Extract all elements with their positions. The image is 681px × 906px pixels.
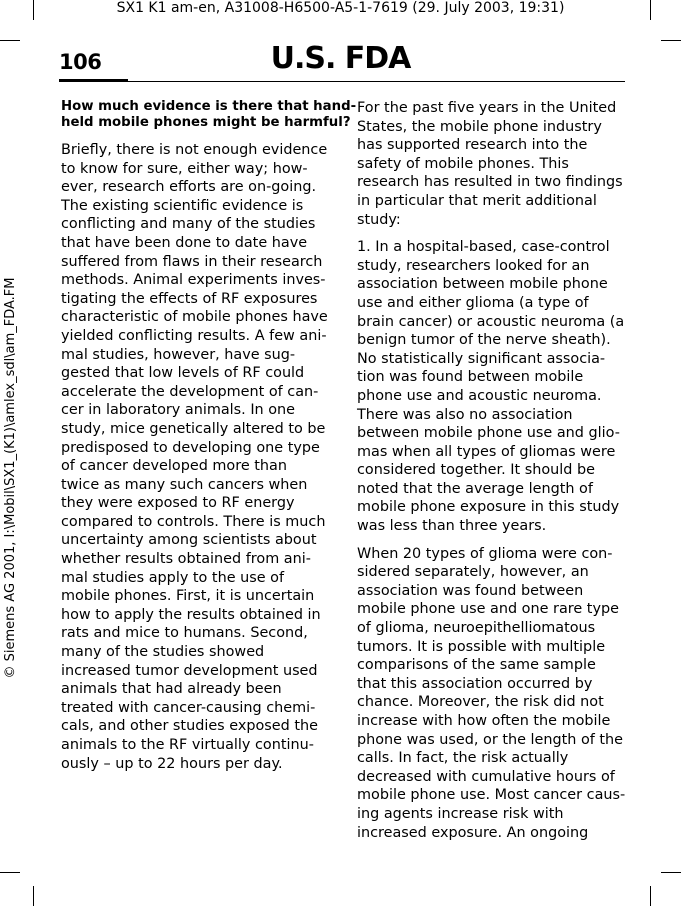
text-line: association was found between [357,582,584,599]
right-column [357,99,626,851]
text-line: how to apply the results obtained in [61,606,321,623]
text-line: of cancer developed more than [61,458,287,475]
text-line: mal studies, however, have sug- [61,346,296,363]
crop-mark [0,872,20,873]
text-line: that have been done to date have [61,234,308,251]
text-line: they were exposed to RF energy [61,495,295,512]
crop-mark [33,886,34,906]
text-line: safety of mobile phones. This [357,155,569,172]
text-line: methods. Animal experiments inves- [61,272,326,289]
text-line: of glioma, neuroepithelliomatous [357,620,596,637]
question-heading [61,99,357,131]
text-line: animals that had already been [61,681,282,698]
text-line: many of the studies showed [61,644,265,661]
text-line: between mobile phone use and glio- [357,425,620,442]
text-line: For the past five years in the United [357,100,617,116]
text-line: How much evidence is there that hand- [61,99,357,114]
text-line: characteristic of mobile phones have [61,309,328,326]
text-line: tumors. It is possible with multiple [357,638,606,655]
text-line: accelerate the development of can- [61,383,319,400]
text-line: mal studies apply to the use of [61,569,285,586]
text-line: ing agents increase risk with [357,805,564,822]
text-line: animals to the RF virtually continu- [61,737,314,753]
paragraph [357,545,626,843]
text-line: predisposed to developing one type [61,439,320,456]
page-title: U.S. FDA [270,41,411,76]
paragraph [61,141,326,773]
text-line: has supported research into the [357,137,588,154]
text-line: ously – up to 22 hours per day. [61,755,283,772]
text-line: study: [357,211,401,228]
text-line: sidered separately, however, an [357,564,589,581]
text-line: in particular that merit additional [357,192,597,209]
crop-mark [33,0,34,20]
text-line: tion was found between mobile [357,369,584,386]
crop-mark [661,872,681,873]
text-line: When 20 types of glioma were con- [357,545,613,562]
text-line: cer in laboratory animals. In one [61,402,296,419]
text-line: phone was used, or the length of the [357,731,624,748]
copyright-text: © Siemens AG 2001, I:\Mobil\SX1_(K1)\amlex_sdl\am_FDA.FM [3,277,18,679]
text-line: yielded conflicting results. A few ani- [61,327,327,344]
text-line: cals, and other studies exposed the [61,718,318,735]
paragraph [357,99,626,229]
text-line: association between mobile phone [357,276,608,293]
header-rule-thick [59,79,128,82]
text-line: uncertainty among scientists about [61,532,317,549]
text-line: 1. In a hospital-based, case-control [357,239,610,256]
text-line: compared to controls. There is much [61,513,326,530]
text-line: ever, research efforts are on-going. [61,179,317,196]
text-line: gested that low levels of RF could [61,365,305,382]
text-line: There was also no association [357,406,573,423]
text-line: brain cancer) or acoustic neuroma (a [357,313,625,330]
paragraph [357,238,626,536]
text-line: tigating the effects of RF exposures [61,290,318,307]
text-line: to know for sure, either way; how- [61,160,308,177]
text-line: increase with how often the mobile [357,713,611,729]
text-line: chance. Moreover, the risk did not [357,694,604,711]
text-line: study, researchers looked for an [357,257,590,274]
text-line: comparisons of the same sample [357,657,596,674]
crop-mark [650,0,651,20]
header-rule [128,81,625,82]
text-line: whether results obtained from ani- [61,551,311,568]
text-line: noted that the average length of [357,480,593,497]
text-line: benign tumor of the nerve sheath). [357,332,611,349]
text-line: mobile phone use and one rare type [357,601,619,618]
text-line: treated with cancer-causing chemi- [61,699,316,716]
left-column [61,99,357,782]
text-line: conflicting and many of the studies [61,216,316,233]
text-line: increased tumor development used [61,662,318,679]
text-line: considered together. It should be [357,462,595,479]
text-line: mobile phones. First, it is uncertain [61,588,315,605]
text-line: that this association occurred by [357,675,593,692]
text-line: No statistically significant associa- [357,350,606,367]
text-line: use and either glioma (a type of [357,294,589,311]
text-line: mobile phone use. Most cancer caus- [357,787,626,804]
crop-mark [650,886,651,906]
print-header: SX1 K1 am-en, A31008-H6500-A5-1-7619 (29. July 2003, 19:31) [116,0,565,16]
text-line: twice as many such cancers when [61,476,308,493]
page-number: 106 [59,50,102,74]
text-line: study, mice genetically altered to be [61,420,326,437]
text-line: rats and mice to humans. Second, [61,625,308,642]
text-line: increased exposure. An ongoing [357,824,589,841]
text-line: Briefly, there is not enough evidence [61,142,328,158]
text-line: The existing scientific evidence is [61,197,304,214]
text-line: research has resulted in two findings [357,174,623,191]
text-line: held mobile phones might be harmful? [61,115,351,130]
text-line: was less than three years. [357,518,547,535]
text-line: mas when all types of gliomas were [357,443,616,460]
text-line: decreased with cumulative hours of [357,768,615,785]
text-line: phone use and acoustic neuroma. [357,387,602,404]
text-line: mobile phone exposure in this study [357,499,620,516]
text-line: States, the mobile phone industry [357,118,602,135]
text-line: suffered from flaws in their research [61,253,323,270]
text-line: calls. In fact, the risk actually [357,750,569,767]
